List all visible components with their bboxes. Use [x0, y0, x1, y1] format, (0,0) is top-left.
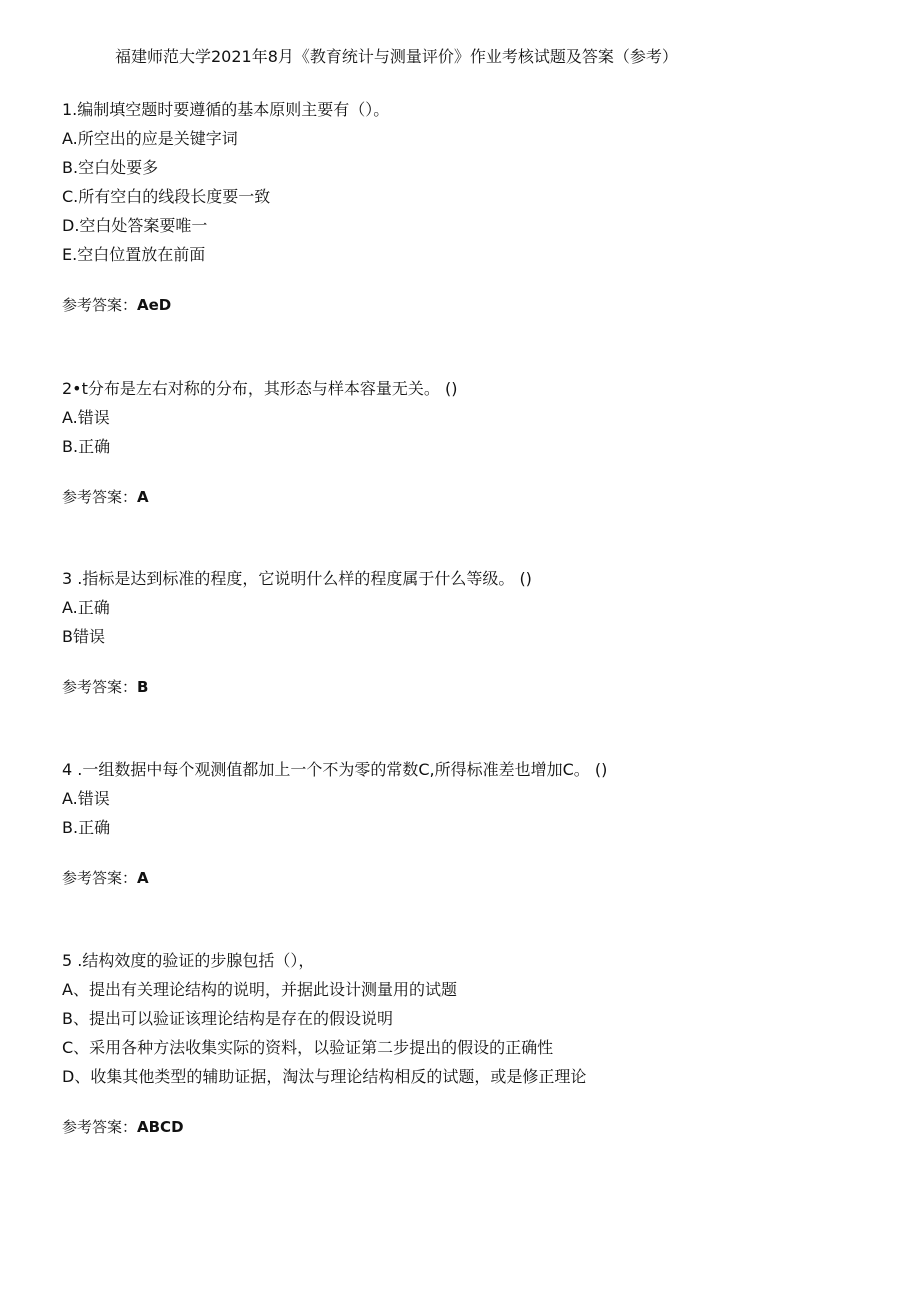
option-b: B.空白处要多	[62, 158, 159, 177]
answer-value: AeD	[137, 296, 172, 314]
option-b: B错误	[62, 627, 105, 646]
answer-label: 参考答案：	[62, 296, 138, 314]
option-b: B.正确	[62, 818, 111, 837]
option-e: E.空白位置放在前面	[62, 245, 206, 264]
answer-value: B	[137, 678, 149, 696]
question-1	[62, 95, 862, 315]
question-stem: 4 .一组数据中每个观测值都加上一个不为零的常数C,所得标准差也增加C。 ()	[62, 760, 608, 779]
reference-answer	[62, 867, 862, 888]
option-c: C.所有空白的线段长度要一致	[62, 187, 271, 206]
answer-label: 参考答案：	[62, 488, 138, 506]
reference-answer	[62, 294, 862, 315]
reference-answer	[62, 1116, 862, 1137]
option-a: A.正确	[62, 598, 110, 617]
option-d: D、收集其他类型的辅助证据，淘汰与理论结构相反的试题，或是修正理论	[62, 1067, 587, 1086]
option-a: A.错误	[62, 408, 110, 427]
answer-label: 参考答案：	[62, 678, 138, 696]
option-d: D.空白处答案要唯一	[62, 216, 208, 235]
option-b: B.正确	[62, 437, 111, 456]
question-stem: 3 .指标是达到标准的程度，它说明什么样的程度属于什么等级。 ()	[62, 569, 532, 588]
answer-label: 参考答案：	[62, 1118, 138, 1136]
option-a: A.所空出的应是关键字词	[62, 129, 238, 148]
option-c: C、采用各种方法收集实际的资料，以验证第二步提出的假设的正确性	[62, 1038, 554, 1057]
option-a: A、提出有关理论结构的说明，并据此设计测量用的试题	[62, 980, 457, 999]
answer-value: A	[137, 488, 149, 506]
question-stem: 1.编制填空题时要遵循的基本原则主要有（）。	[62, 100, 390, 119]
reference-answer	[62, 676, 862, 697]
question-2	[62, 374, 862, 507]
reference-answer	[62, 486, 862, 507]
question-4	[62, 755, 862, 888]
option-a: A.错误	[62, 789, 110, 808]
answer-label: 参考答案：	[62, 869, 138, 887]
question-stem: 5 .结构效度的验证的步腺包括（），	[62, 951, 315, 970]
option-b: B、提出可以验证该理论结构是存在的假设说明	[62, 1009, 393, 1028]
document-title: 福建师范大学2021年8月《教育统计与测量评价》作业考核试题及答案（参考）	[115, 47, 678, 66]
question-stem: 2•t分布是左右对称的分布，其形态与样本容量无关。 ()	[62, 379, 458, 398]
answer-value: ABCD	[137, 1118, 184, 1136]
question-3	[62, 564, 862, 697]
answer-value: A	[137, 869, 149, 887]
question-5	[62, 946, 862, 1137]
